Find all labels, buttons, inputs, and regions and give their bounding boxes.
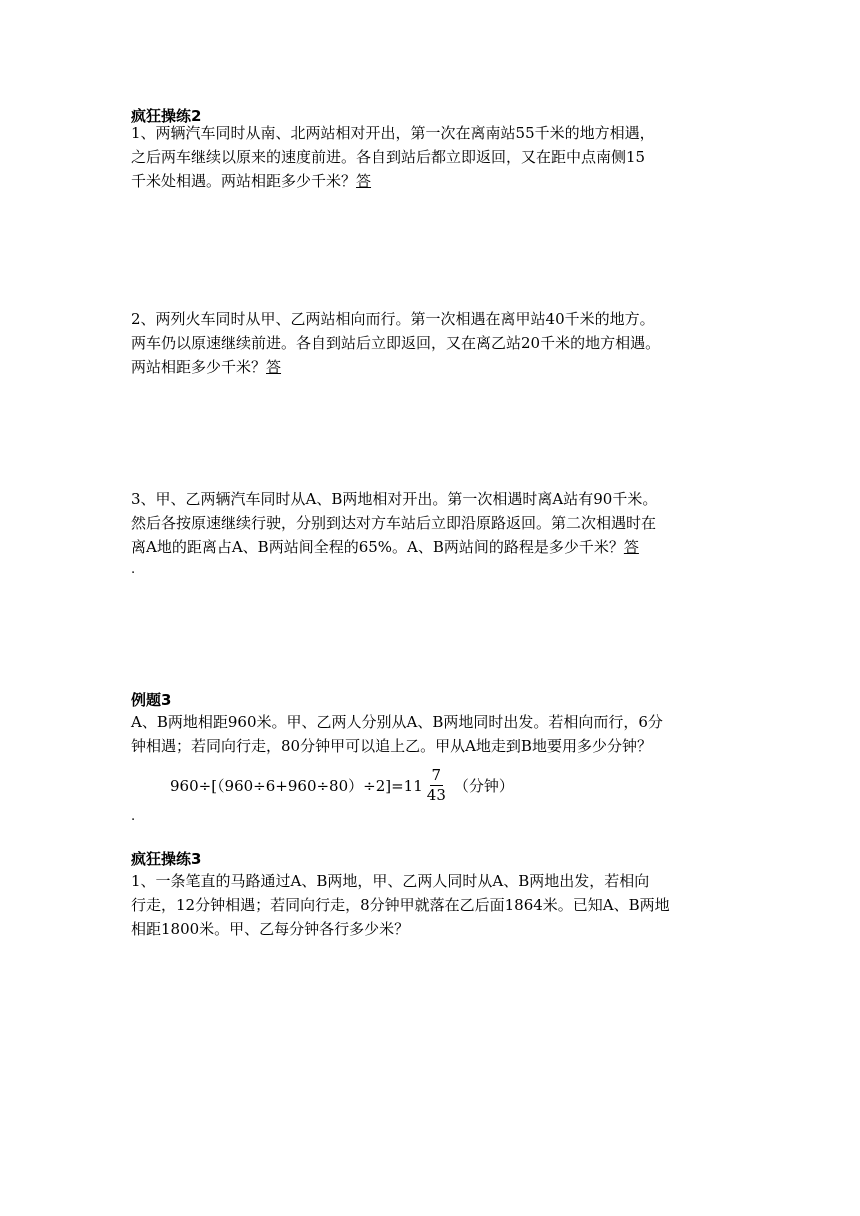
question-text: 两站相距多少千米？ — [131, 358, 267, 376]
question-line: 1、一条笔直的马路通过A、B两地，甲、乙两人同时从A、B两地出发，若相向 — [131, 872, 650, 890]
question-line — [131, 535, 741, 559]
question-text: 千米处相遇。两站相距多少千米？ — [131, 172, 357, 190]
question-1 — [131, 121, 741, 193]
question-line: 1、两辆汽车同时从南、北两站相对开出，第一次在离南站55千米的地方相遇， — [131, 124, 655, 142]
formula-left: 960÷[（960÷6+960÷80）÷2]=11 — [170, 776, 423, 795]
example-line: A、B两地相距960米。甲、乙两人分别从A、B两地同时出发。若相向而行，6分 — [131, 713, 663, 731]
answer-link[interactable]: 答 — [266, 358, 282, 376]
question-line: 然后各按原速继续行驶，分别到达对方车站后立即沿原路返回。第二次相遇时在 — [131, 514, 657, 532]
section-title-practice-2: 疯狂操练2 — [131, 107, 202, 125]
trailing-dot: . — [131, 562, 136, 577]
question-text: 离A地的距离占A、B两站间全程的65%。A、B两站间的路程是多少千米？ — [131, 538, 624, 556]
example-3-solution-formula — [170, 763, 514, 807]
question-line: 3、甲、乙两辆汽车同时从A、B两地相对开出。第一次相遇时离A站有90千米。 — [131, 490, 658, 508]
formula-unit: （分钟） — [453, 776, 514, 795]
trailing-dot: . — [131, 809, 136, 824]
example-line: 钟相遇；若同向行走，80分钟甲可以追上乙。甲从A地走到B地要用多少分钟？ — [131, 737, 652, 755]
section-title-example-3: 例题3 — [131, 691, 172, 709]
practice-3-question-1 — [131, 869, 741, 941]
answer-link[interactable]: 答 — [623, 538, 639, 556]
section-title-practice-3: 疯狂操练3 — [131, 850, 202, 868]
fraction — [425, 766, 448, 805]
example-3-text — [131, 710, 741, 758]
question-line: 2、两列火车同时从甲、乙两站相向而行。第一次相遇在离甲站40千米的地方。 — [131, 310, 655, 328]
question-line: 行走，12分钟相遇；若同向行走，8分钟甲就落在乙后面1864米。已知A、B两地 — [131, 896, 670, 914]
fraction-denominator: 43 — [426, 785, 446, 804]
answer-link[interactable]: 答 — [356, 172, 372, 190]
question-line — [131, 355, 741, 379]
question-2 — [131, 307, 741, 379]
question-line: 两车仍以原速继续前进。各自到站后立即返回，又在离乙站20千米的地方相遇。 — [131, 334, 661, 352]
fraction-numerator: 7 — [431, 765, 442, 784]
question-line: 相距1800米。甲、乙每分钟各行多少米？ — [131, 920, 410, 938]
question-line: 之后两车继续以原来的速度前进。各自到站后都立即返回，又在距中点南侧15 — [131, 148, 646, 166]
question-line — [131, 169, 741, 193]
question-3 — [131, 487, 741, 559]
